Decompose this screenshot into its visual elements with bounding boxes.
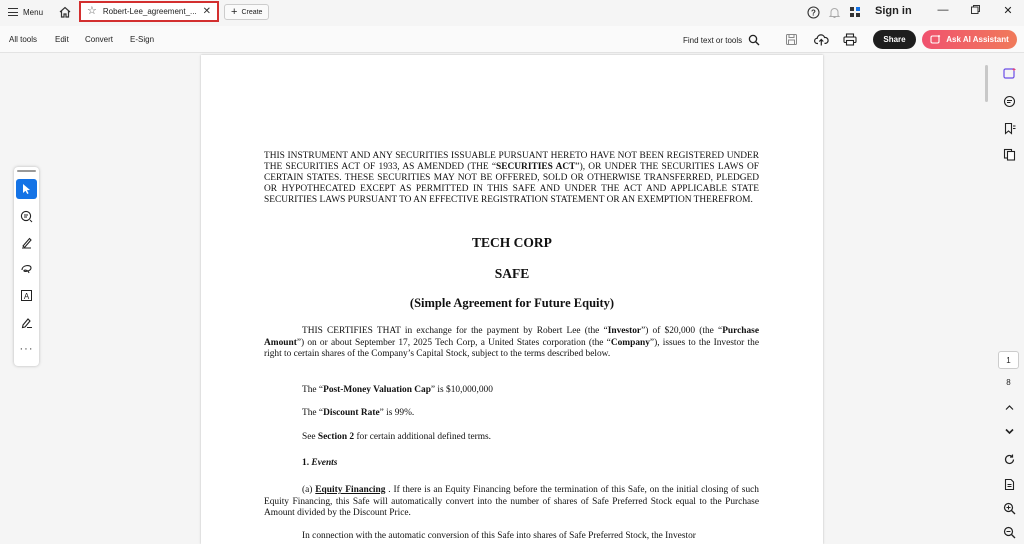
document-tab[interactable]: [79, 1, 219, 22]
valuation-cap-line: The “Post-Money Valuation Cap” is $10,000,000: [302, 385, 493, 395]
edit-menu[interactable]: Edit: [55, 35, 69, 44]
section-1-heading: 1. Events: [302, 458, 338, 468]
quick-tools-panel: [14, 167, 39, 366]
close-window-icon[interactable]: ✕: [1003, 5, 1013, 17]
more-tools-icon[interactable]: ···: [19, 343, 34, 355]
apps-grid-icon[interactable]: [848, 5, 862, 19]
create-label: Create: [241, 8, 263, 16]
minimize-icon[interactable]: —: [937, 4, 949, 16]
previous-page-icon[interactable]: [1002, 403, 1016, 415]
close-tab-icon[interactable]: ✕: [202, 6, 211, 17]
comments-icon[interactable]: [1002, 94, 1016, 108]
zoom-out-icon[interactable]: [1002, 525, 1016, 539]
menu-label: Menu: [23, 7, 44, 17]
select-cursor-icon[interactable]: [16, 179, 37, 199]
next-page-icon[interactable]: [1002, 427, 1016, 439]
total-pages: 8: [1006, 378, 1011, 387]
svg-text:?: ?: [810, 8, 816, 17]
restore-icon[interactable]: [968, 4, 982, 18]
page-fit-icon[interactable]: [1002, 477, 1016, 491]
main-toolbar: [0, 26, 1024, 53]
conversion-paragraph-start: In connection with the automatic conversion of this Safe into shares of Safe Preferred Stock, the Investor: [302, 531, 696, 541]
rotate-refresh-icon[interactable]: [1002, 452, 1016, 466]
draw-freeform-icon[interactable]: [16, 258, 37, 278]
zoom-in-icon[interactable]: [1002, 501, 1016, 515]
hamburger-icon: [8, 8, 18, 16]
create-button[interactable]: [224, 4, 269, 20]
search-icon: [748, 34, 760, 46]
title-bar: [0, 0, 1024, 24]
equity-financing-paragraph: (a) Equity Financing . If there is an Equity Financing before the termination of this Safe, on the initial closing of such Equity Financing, this Safe will automatically convert into the number of shares of Safe Preferred Stock equal to the Purchase Amount divided by the Discount Price.: [264, 485, 759, 518]
ai-chat-icon[interactable]: [1002, 66, 1016, 80]
company-heading: TECH CORP: [472, 235, 552, 250]
esign-menu[interactable]: E-Sign: [130, 35, 155, 44]
ai-assistant-icon: [930, 34, 941, 45]
bookmark-icon[interactable]: [1002, 121, 1016, 135]
drag-handle[interactable]: [17, 170, 36, 172]
page-thumbnails-icon[interactable]: [1002, 147, 1016, 161]
ai-assistant-label: Ask AI Assistant: [946, 35, 1009, 44]
vertical-scrollbar[interactable]: [985, 65, 988, 102]
find-text-or-tools[interactable]: [683, 34, 760, 46]
certifies-paragraph: THIS CERTIFIES THAT in exchange for the payment by Robert Lee (the “Investor”) of $20,000 (the “Purchase Amount”) on or about September 17, 2025 Tech Corp, a United States corporation (the “Company”), issues to the Investor the right to certain shares of the Company’s Capital Stock, subject to the terms described below.: [264, 326, 759, 359]
document-tab-name: Robert-Lee_agreement_...: [102, 7, 197, 16]
highlight-pen-icon[interactable]: [16, 232, 37, 252]
safe-heading: SAFE: [494, 266, 530, 281]
section-reference-line: See Section 2 for certain additional defined terms.: [302, 432, 492, 442]
home-icon[interactable]: [58, 5, 72, 19]
securities-legend: THIS INSTRUMENT AND ANY SECURITIES ISSUABLE PURSUANT HERETO HAVE NOT BEEN REGISTERED UNDER THE SECURITIES ACT OF 1933, AS AMENDED (THE “SECURITIES ACT”), OR UNDER THE SECURITIES LAWS OF CERTAIN STATES. THESE SECURITIES MAY NOT BE OFFERED, SOLD OR OTHERWISE TRANSFERRED, PLEDGED OR HYPOTHECATED EXCEPT AS PERMITTED IN THIS SAFE AND UNDER THE ACT AND APPLICABLE STATE SECURITIES LAWS PURSUANT TO AN EFFECTIVE REGISTRATION STATEMENT OR AN EXEMPTION THEREFROM.: [264, 151, 759, 205]
menu-button[interactable]: [8, 4, 43, 20]
ai-assistant-button[interactable]: [922, 30, 1017, 49]
svg-text:A: A: [23, 291, 30, 301]
add-text-icon[interactable]: [16, 285, 37, 305]
document-page: [201, 55, 823, 544]
discount-rate-line: The “Discount Rate” is 99%.: [302, 408, 415, 418]
plus-icon: +: [231, 5, 238, 18]
sign-pen-icon[interactable]: [16, 312, 37, 332]
sign-in-link[interactable]: Sign in: [875, 5, 912, 17]
share-button[interactable]: Share: [873, 30, 916, 49]
document-subtitle: (Simple Agreement for Future Equity): [409, 296, 615, 310]
find-label: Find text or tools: [683, 35, 743, 45]
current-page-input[interactable]: 1: [998, 351, 1019, 369]
star-icon[interactable]: ☆: [87, 5, 97, 17]
help-icon[interactable]: [806, 5, 820, 19]
upload-cloud-icon[interactable]: [814, 33, 828, 47]
notifications-bell-icon[interactable]: [827, 5, 841, 19]
print-icon[interactable]: [843, 33, 857, 47]
convert-menu[interactable]: Convert: [85, 35, 114, 44]
add-comment-icon[interactable]: [16, 206, 37, 226]
all-tools-menu[interactable]: All tools: [9, 35, 38, 44]
save-icon[interactable]: [785, 33, 799, 47]
